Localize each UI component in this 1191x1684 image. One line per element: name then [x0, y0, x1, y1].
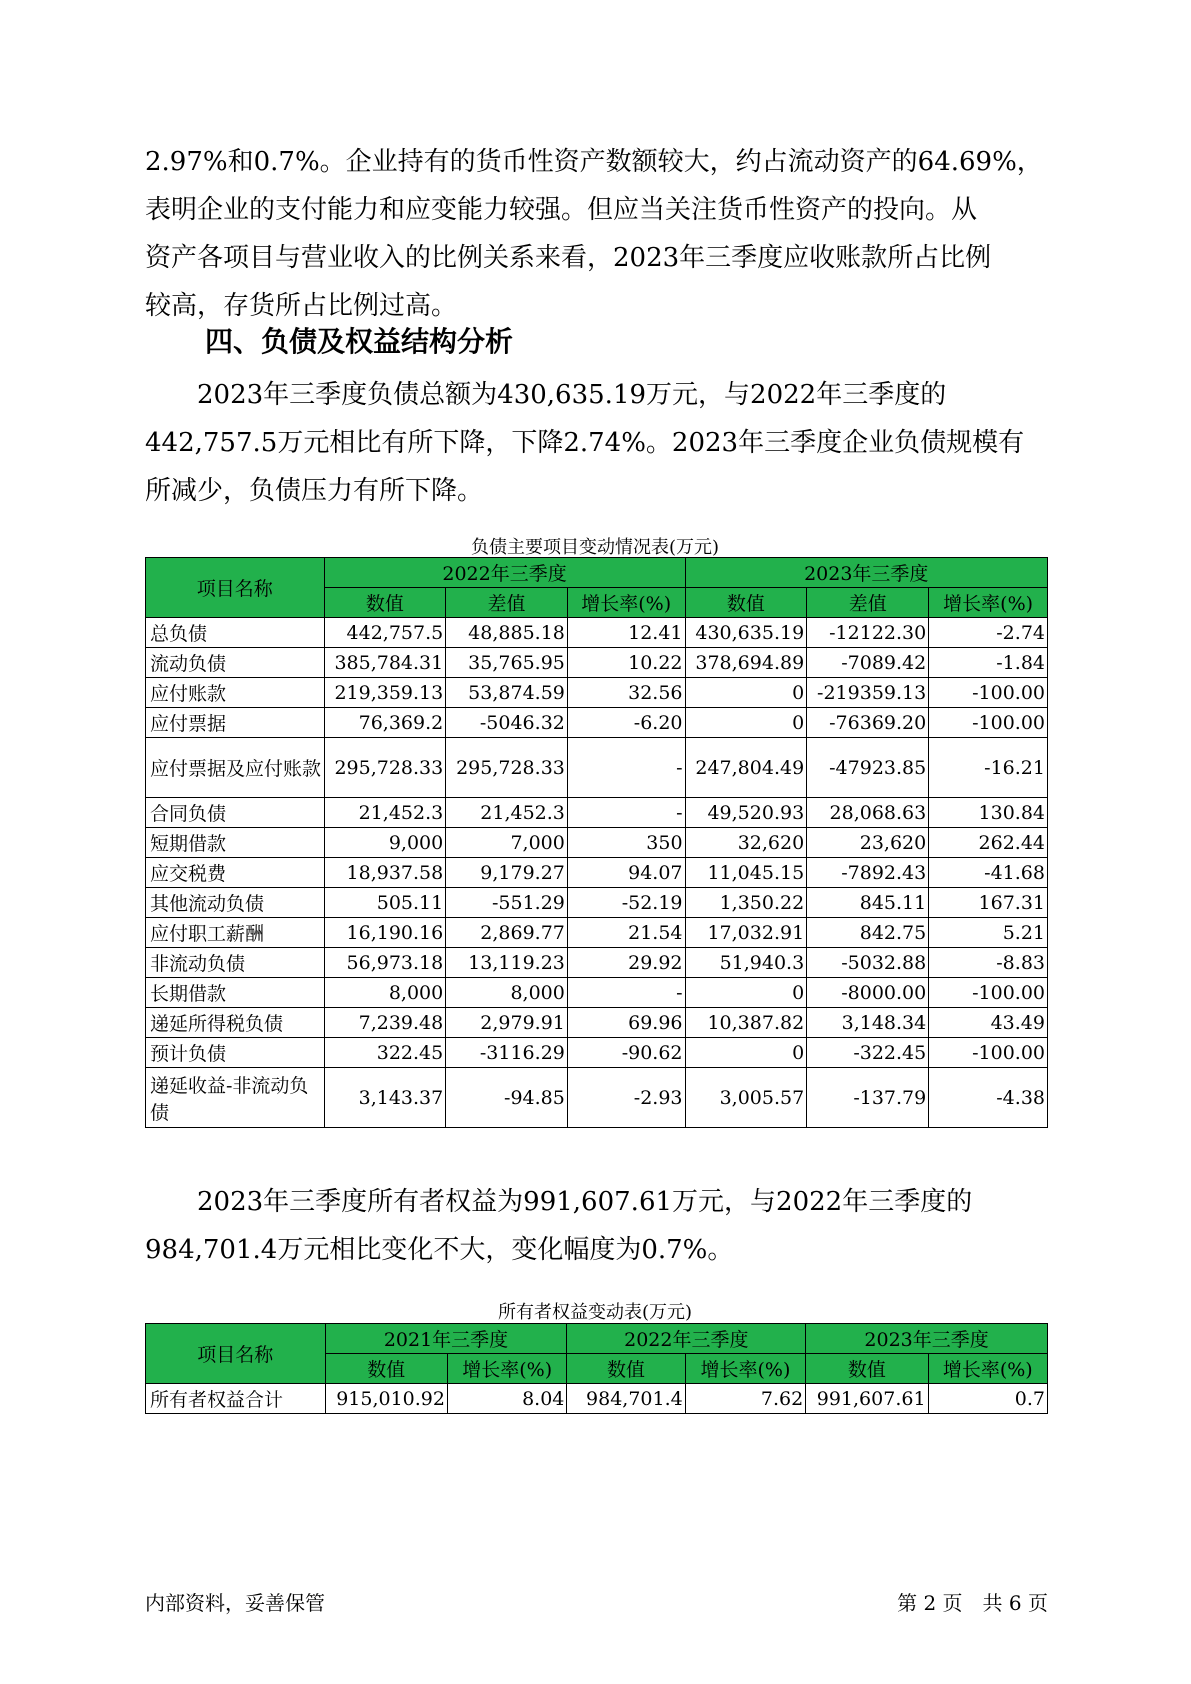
table-cell: 8,000 — [324, 978, 446, 1008]
row-item-name: 递延所得税负债 — [146, 1008, 325, 1038]
column-header: 增长率(%) — [929, 588, 1048, 618]
table-cell: 43.49 — [929, 1008, 1048, 1038]
table-cell: -1.84 — [929, 648, 1048, 678]
row-item-name: 长期借款 — [146, 978, 325, 1008]
table-cell: 7,000 — [446, 828, 568, 858]
text-line: 所减少，负债压力有所下降。 — [145, 476, 484, 506]
table-row — [146, 948, 1048, 978]
table-cell: 17,032.91 — [685, 918, 807, 948]
column-header: 增长率(%) — [567, 588, 685, 618]
table-cell: -8000.00 — [807, 978, 929, 1008]
table-cell: -100.00 — [929, 708, 1048, 738]
table-cell: 430,635.19 — [685, 618, 807, 648]
table-row — [146, 1008, 1048, 1038]
table-cell: 29.92 — [567, 948, 685, 978]
table-cell: -551.29 — [446, 888, 568, 918]
text-line: 表明企业的支付能力和应变能力较强。但应当关注货币性资产的投向。从 — [145, 195, 978, 225]
period-header: 2022年三季度 — [567, 1324, 806, 1354]
table-cell: 130.84 — [929, 798, 1048, 828]
row-item-name: 应付账款 — [146, 678, 325, 708]
table-cell: 53,874.59 — [446, 678, 568, 708]
table-cell: 3,148.34 — [807, 1008, 929, 1038]
table-cell: 11,045.15 — [685, 858, 807, 888]
text-line: 资产各项目与营业收入的比例关系来看，2023年三季度应收账款所占比例 — [145, 243, 992, 273]
table-row — [146, 888, 1048, 918]
table-cell: 13,119.23 — [446, 948, 568, 978]
row-item-name: 流动负债 — [146, 648, 325, 678]
row-item-name: 其他流动负债 — [146, 888, 325, 918]
table-cell: 16,190.16 — [324, 918, 446, 948]
table-cell: 10.22 — [567, 648, 685, 678]
table-cell: 5.21 — [929, 918, 1048, 948]
row-item-name: 所有者权益合计 — [146, 1384, 326, 1414]
table-cell: 3,005.57 — [685, 1068, 807, 1128]
table-cell: 48,885.18 — [446, 618, 568, 648]
column-header: 增长率(%) — [928, 1354, 1047, 1384]
table-cell: -2.93 — [567, 1068, 685, 1128]
table-row — [146, 918, 1048, 948]
table-cell: 295,728.33 — [324, 738, 446, 798]
table-row — [146, 1068, 1048, 1128]
column-header: 数值 — [806, 1354, 928, 1384]
table-cell: 0 — [685, 708, 807, 738]
row-item-name: 短期借款 — [146, 828, 325, 858]
row-item-name: 应付票据 — [146, 708, 325, 738]
table-cell: 0 — [685, 678, 807, 708]
column-header: 差值 — [807, 588, 929, 618]
row-item-name: 合同负债 — [146, 798, 325, 828]
table-cell: -16.21 — [929, 738, 1048, 798]
row-item-name: 总负债 — [146, 618, 325, 648]
column-header: 数值 — [567, 1354, 685, 1384]
text-line: 442,757.5万元相比有所下降，下降2.74%。2023年三季度企业负债规模有 — [145, 428, 1025, 458]
text-line: 较高，存货所占比例过高。 — [145, 291, 458, 321]
table-cell: 0 — [685, 1038, 807, 1068]
table-row — [146, 1384, 1048, 1414]
column-header: 差值 — [446, 588, 568, 618]
equity-table — [145, 1323, 1048, 1414]
section-heading: 四、负债及权益结构分析 — [205, 325, 514, 358]
table-cell: 505.11 — [324, 888, 446, 918]
table-cell: -100.00 — [929, 1038, 1048, 1068]
table-cell: -41.68 — [929, 858, 1048, 888]
table-row — [146, 708, 1048, 738]
text-line: 2023年三季度负债总额为430,635.19万元，与2022年三季度的 — [145, 380, 947, 410]
table-cell: -52.19 — [567, 888, 685, 918]
table-cell: 8.04 — [447, 1384, 566, 1414]
row-item-name: 预计负债 — [146, 1038, 325, 1068]
period-header: 2022年三季度 — [324, 558, 685, 588]
table-cell: -7892.43 — [807, 858, 929, 888]
table-cell: 56,973.18 — [324, 948, 446, 978]
table-cell: -12122.30 — [807, 618, 929, 648]
table-cell: -100.00 — [929, 678, 1048, 708]
table-cell: - — [567, 738, 685, 798]
table-row — [146, 618, 1048, 648]
row-item-name: 应付票据及应付账款 — [146, 738, 325, 798]
table-cell: 7,239.48 — [324, 1008, 446, 1038]
item-name-header: 项目名称 — [146, 1324, 326, 1384]
text-line: 2.97%和0.7%。企业持有的货币性资产数额较大，约占流动资产的64.69%， — [145, 147, 1043, 177]
table-cell: -76369.20 — [807, 708, 929, 738]
table-cell: -7089.42 — [807, 648, 929, 678]
row-item-name: 应付职工薪酬 — [146, 918, 325, 948]
table-row — [146, 858, 1048, 888]
paragraph-asset-summary — [145, 138, 1045, 330]
table-cell: -90.62 — [567, 1038, 685, 1068]
paragraph-liability-summary — [145, 371, 1045, 515]
table-cell: -219359.13 — [807, 678, 929, 708]
table-cell: -5032.88 — [807, 948, 929, 978]
table-cell: 35,765.95 — [446, 648, 568, 678]
row-item-name: 非流动负债 — [146, 948, 325, 978]
table-cell: 442,757.5 — [324, 618, 446, 648]
column-header: 数值 — [324, 588, 446, 618]
table-cell: 295,728.33 — [446, 738, 568, 798]
table-cell: 915,010.92 — [325, 1384, 447, 1414]
row-item-name: 应交税费 — [146, 858, 325, 888]
table-cell: -2.74 — [929, 618, 1048, 648]
liabilities-table-body — [146, 618, 1048, 1128]
table-cell: 167.31 — [929, 888, 1048, 918]
table-cell: 8,000 — [446, 978, 568, 1008]
table-cell: -8.83 — [929, 948, 1048, 978]
table-row — [146, 648, 1048, 678]
table-cell: 32,620 — [685, 828, 807, 858]
table-cell: - — [567, 978, 685, 1008]
period-header: 2021年三季度 — [325, 1324, 567, 1354]
column-header: 增长率(%) — [447, 1354, 566, 1384]
table-row — [146, 978, 1048, 1008]
table-cell: -4.38 — [929, 1068, 1048, 1128]
table-cell: 0.7 — [928, 1384, 1047, 1414]
table-caption-liabilities: 负债主要项目变动情况表(万元) — [470, 537, 720, 558]
table-cell: 378,694.89 — [685, 648, 807, 678]
table-cell: 76,369.2 — [324, 708, 446, 738]
table-cell: 10,387.82 — [685, 1008, 807, 1038]
footer-page-number: 第 2 页 共 6 页 — [897, 1591, 1048, 1615]
table-cell: 12.41 — [567, 618, 685, 648]
table-cell: - — [567, 798, 685, 828]
table-cell: 1,350.22 — [685, 888, 807, 918]
column-header: 数值 — [325, 1354, 447, 1384]
table-cell: -322.45 — [807, 1038, 929, 1068]
table-cell: -5046.32 — [446, 708, 568, 738]
table-cell: 18,937.58 — [324, 858, 446, 888]
table-cell: 845.11 — [807, 888, 929, 918]
table-cell: 69.96 — [567, 1008, 685, 1038]
table-cell: 991,607.61 — [806, 1384, 928, 1414]
table-cell: -94.85 — [446, 1068, 568, 1128]
table-cell: 9,000 — [324, 828, 446, 858]
table-cell: 2,869.77 — [446, 918, 568, 948]
table-cell: 842.75 — [807, 918, 929, 948]
table-cell: -3116.29 — [446, 1038, 568, 1068]
table-cell: 7.62 — [685, 1384, 805, 1414]
table-cell: -137.79 — [807, 1068, 929, 1128]
table-cell: 0 — [685, 978, 807, 1008]
table-row — [146, 828, 1048, 858]
table-cell: 94.07 — [567, 858, 685, 888]
equity-table-body — [146, 1384, 1048, 1414]
table-row — [146, 738, 1048, 798]
table-cell: 3,143.37 — [324, 1068, 446, 1128]
text-line: 984,701.4万元相比变化不大，变化幅度为0.7%。 — [145, 1235, 734, 1265]
row-item-name: 递延收益-非流动负债 — [146, 1068, 325, 1128]
table-row — [146, 1038, 1048, 1068]
table-cell: -100.00 — [929, 978, 1048, 1008]
table-cell: 23,620 — [807, 828, 929, 858]
table-cell: 9,179.27 — [446, 858, 568, 888]
table-cell: 28,068.63 — [807, 798, 929, 828]
table-cell: -47923.85 — [807, 738, 929, 798]
table-cell: 21,452.3 — [324, 798, 446, 828]
table-cell: 350 — [567, 828, 685, 858]
table-cell: 32.56 — [567, 678, 685, 708]
table-caption-equity: 所有者权益变动表(万元) — [497, 1302, 693, 1323]
table-cell: -6.20 — [567, 708, 685, 738]
table-cell: 51,940.3 — [685, 948, 807, 978]
table-cell: 49,520.93 — [685, 798, 807, 828]
table-cell: 21,452.3 — [446, 798, 568, 828]
table-row — [146, 798, 1048, 828]
period-header: 2023年三季度 — [806, 1324, 1048, 1354]
text-line: 2023年三季度所有者权益为991,607.61万元，与2022年三季度的 — [145, 1187, 973, 1217]
table-cell: 219,359.13 — [324, 678, 446, 708]
paragraph-equity-summary — [145, 1178, 1045, 1274]
table-cell: 247,804.49 — [685, 738, 807, 798]
table-cell: 984,701.4 — [567, 1384, 685, 1414]
table-cell: 322.45 — [324, 1038, 446, 1068]
liabilities-table — [145, 557, 1048, 1128]
table-row — [146, 678, 1048, 708]
item-name-header: 项目名称 — [146, 558, 325, 618]
table-cell: 262.44 — [929, 828, 1048, 858]
footer-confidential-note: 内部资料，妥善保管 — [145, 1591, 325, 1615]
table-cell: 385,784.31 — [324, 648, 446, 678]
period-header: 2023年三季度 — [685, 558, 1047, 588]
table-cell: 21.54 — [567, 918, 685, 948]
column-header: 数值 — [685, 588, 807, 618]
column-header: 增长率(%) — [685, 1354, 805, 1384]
table-cell: 2,979.91 — [446, 1008, 568, 1038]
